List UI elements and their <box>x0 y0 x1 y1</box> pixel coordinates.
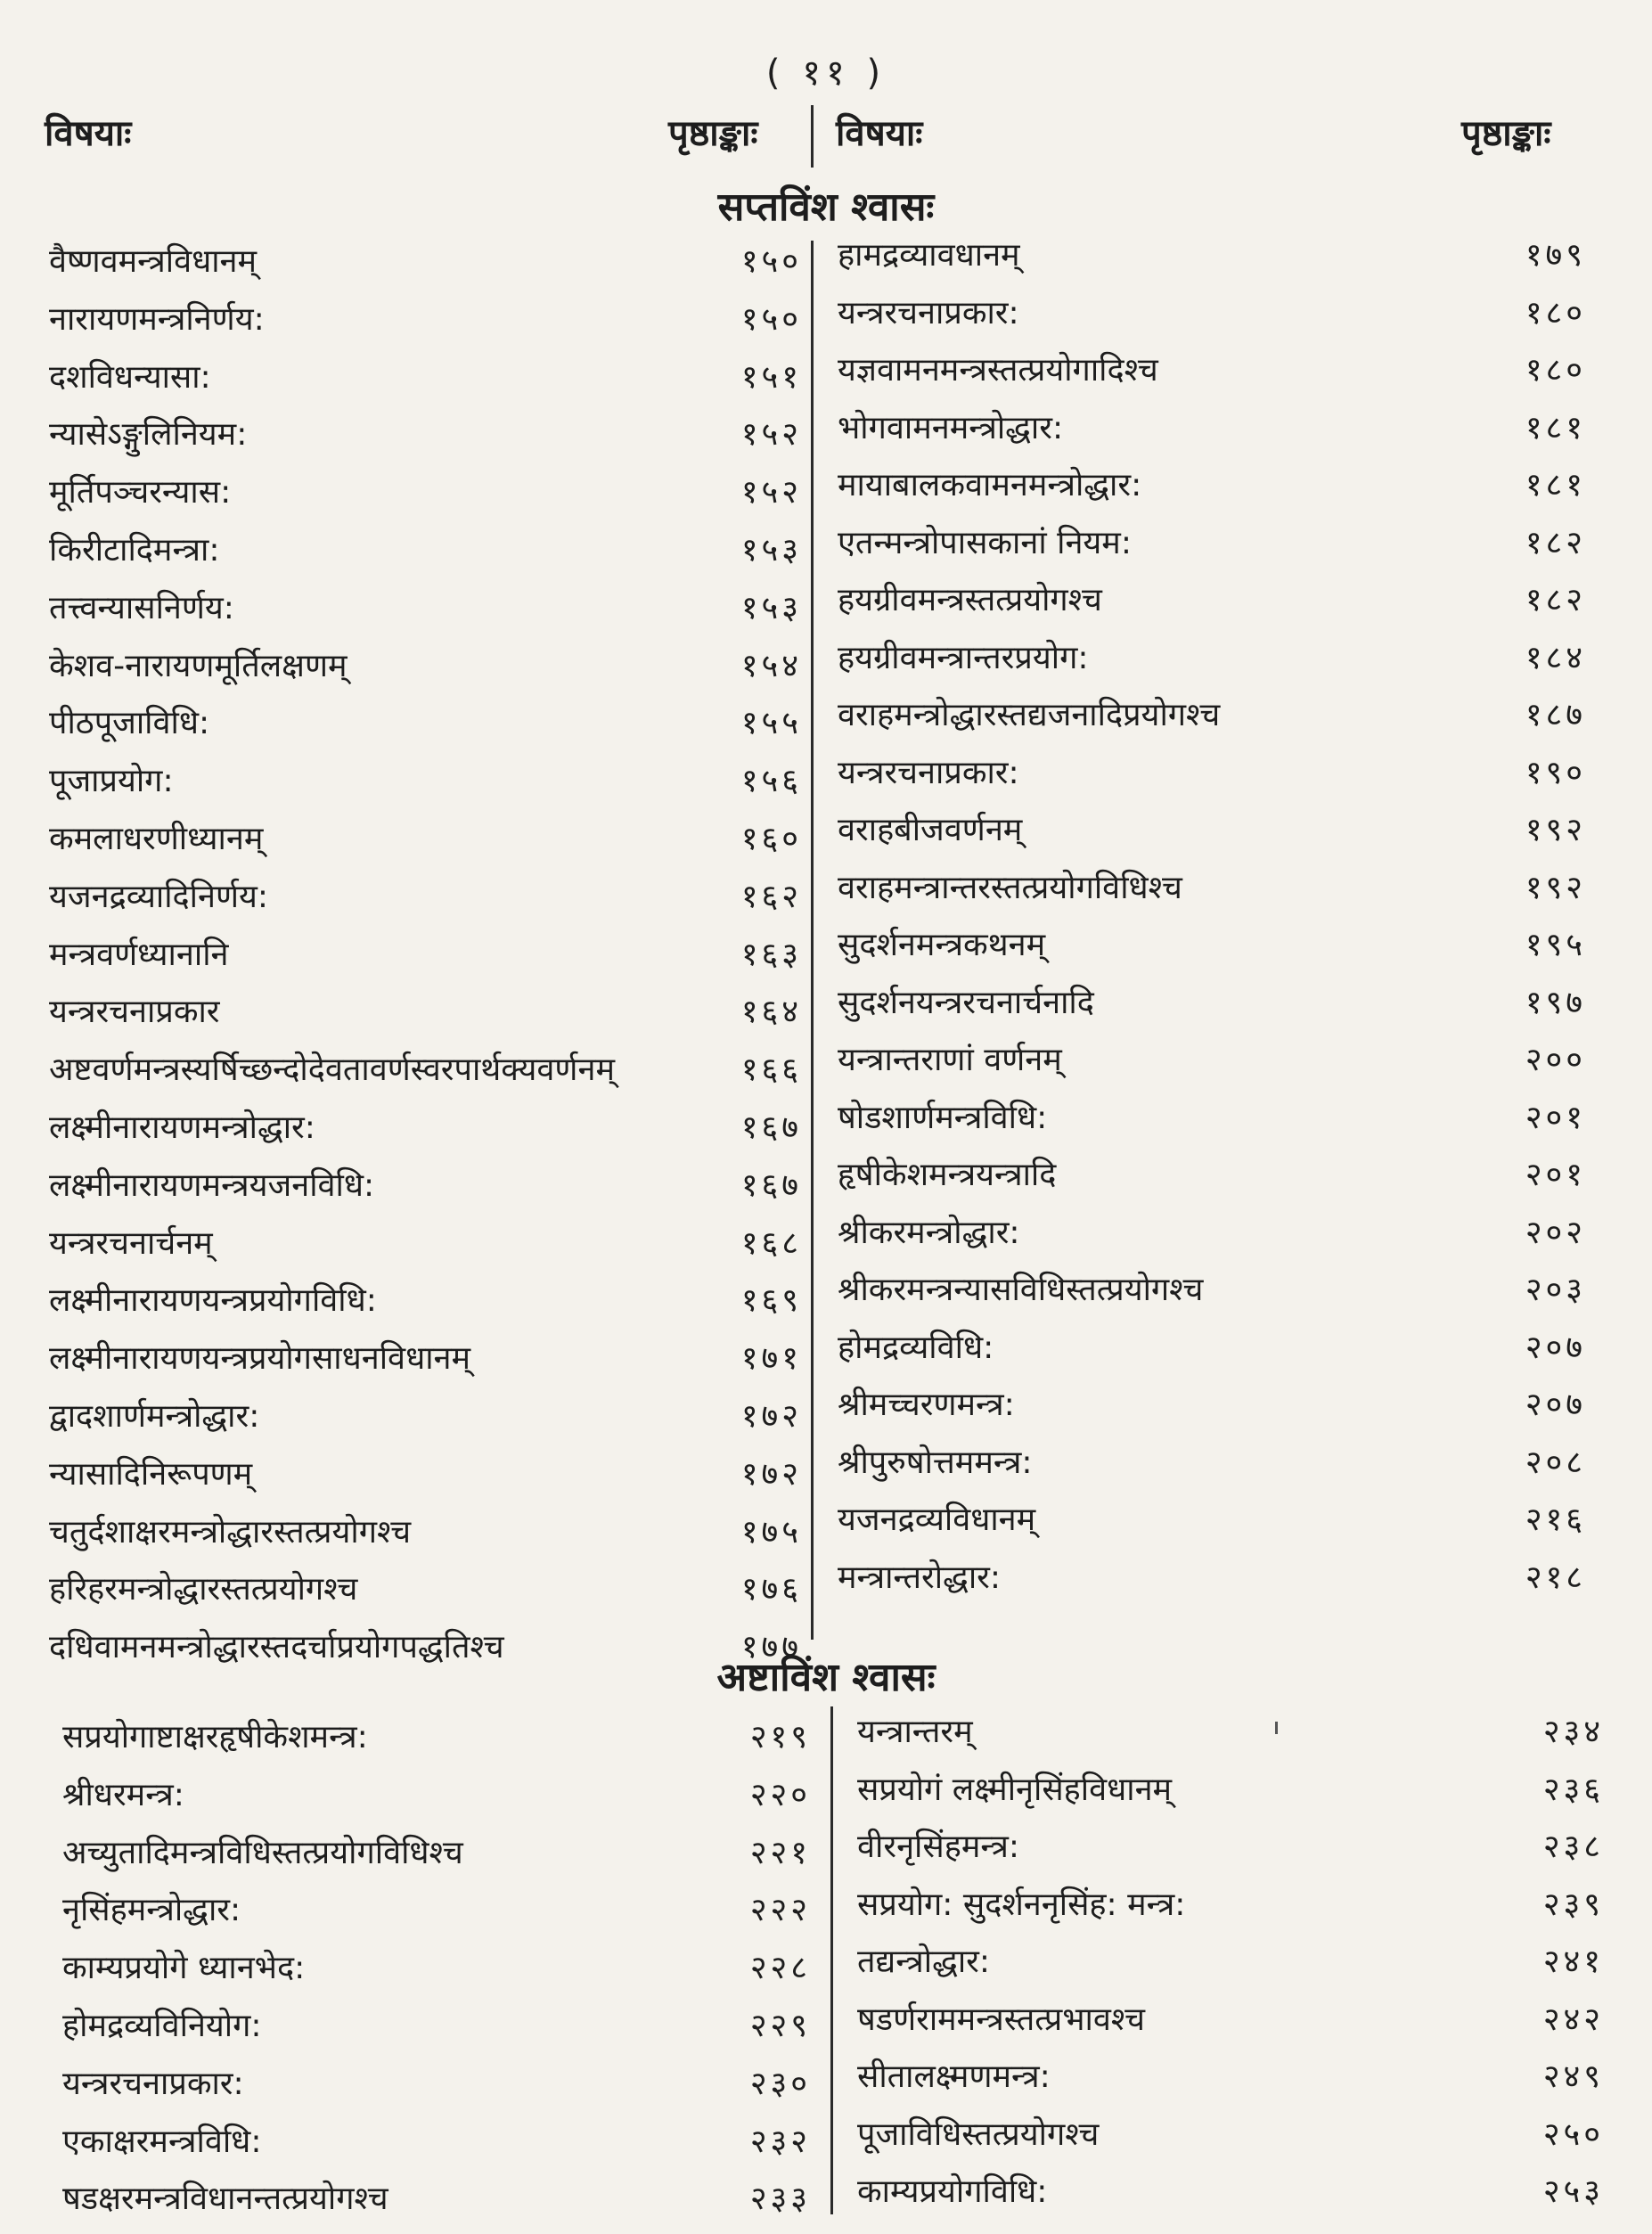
entry-page-number: २१८ <box>1525 1559 1586 1596</box>
entry-page-number: १९२ <box>1525 812 1586 848</box>
entry-page-number: २०७ <box>1525 1387 1586 1423</box>
entry-page-number: २१६ <box>1525 1502 1586 1538</box>
entry-title: वीरनृसिंहमन्त्र: <box>857 1829 1020 1865</box>
section-2-left-column <box>62 1709 811 2229</box>
entry-title: यन्त्ररचनाप्रकार <box>49 994 220 1031</box>
toc-entry <box>838 1032 1586 1090</box>
entry-title: यजनद्रव्यविधानम् <box>838 1502 1036 1538</box>
entry-title: न्यासेऽङ्गुलिनियम: <box>49 416 248 454</box>
entry-title: यन्त्ररचनाप्रकार: <box>62 2065 244 2102</box>
toc-entry <box>838 515 1586 573</box>
entry-title: द्वादशार्णमन्त्रोद्धार: <box>49 1397 260 1435</box>
entry-title: चतुर्दशाक्षरमन्त्रोद्धारस्तत्प्रयोगश्च <box>49 1513 412 1551</box>
entry-page-number: १८२ <box>1525 582 1586 618</box>
section-1-right-column <box>838 227 1586 1607</box>
section-2-divider <box>830 1706 833 2214</box>
page-number: ( ११ ) <box>765 53 887 94</box>
entry-title: अच्युतादिमन्त्रविधिस्तत्प्रयोगविधिश्च <box>62 1834 463 1871</box>
toc-entry <box>62 2056 811 2114</box>
entry-title: होमद्रव्यविनियोग: <box>62 2007 262 2044</box>
entry-title: हयग्रीवमन्त्रान्तरप्रयोग: <box>838 639 1089 676</box>
section-title-27: सप्तविंश श्वासः <box>717 184 935 230</box>
entry-page-number: १८० <box>1525 294 1586 331</box>
section-title-28: अष्टाविंश श्वासः <box>716 1655 936 1700</box>
entry-title: हृषीकेशमन्त्रयन्त्रादि <box>838 1157 1057 1193</box>
entry-page-number: १७६ <box>740 1571 802 1608</box>
entry-title: श्रीमच्चरणमन्त्र: <box>838 1387 1015 1423</box>
entry-title: लक्ष्मीनारायणमन्त्रोद्धार: <box>49 1109 315 1146</box>
entry-title: यन्त्रान्तराणां वर्णनम् <box>838 1042 1062 1078</box>
toc-entry <box>49 811 802 869</box>
section-1-divider <box>811 241 814 1640</box>
header-subject-right: विषयाः <box>836 113 923 154</box>
toc-entry <box>838 342 1586 400</box>
entry-title: लक्ष्मीनारायणयन्त्रप्रयोगसाधनविधानम् <box>49 1340 471 1378</box>
entry-page-number: २५३ <box>1542 2173 1604 2210</box>
entry-title: श्रीकरमन्त्रन्यासविधिस्तत्प्रयोगश्च <box>838 1272 1204 1308</box>
toc-entry <box>49 522 802 580</box>
toc-entry <box>49 233 802 291</box>
entry-page-number: १७२ <box>740 1397 802 1435</box>
toc-entry <box>49 869 802 927</box>
entry-page-number: २३० <box>749 2065 811 2102</box>
entry-page-number: १५६ <box>740 763 802 800</box>
toc-entry <box>838 802 1586 860</box>
entry-title: सप्रयोगाष्टाक्षरहृषीकेशमन्त्र: <box>62 1719 368 1755</box>
entry-title: केशव-नारायणमूर्तिलक्षणम् <box>49 647 348 684</box>
entry-title: पूजाविधिस्तत्प्रयोगश्च <box>857 2115 1100 2153</box>
entry-title: सुदर्शनयन्त्ररचनार्चनादि <box>838 984 1094 1021</box>
entry-title: एतन्मन्त्रोपासकानां नियम: <box>838 524 1132 561</box>
entry-title: काम्यप्रयोगविधि: <box>857 2173 1048 2210</box>
toc-entry <box>838 1262 1586 1320</box>
entry-page-number: १६७ <box>740 1166 802 1204</box>
entry-page-number: १८२ <box>1525 524 1586 561</box>
entry-page-number: १५२ <box>740 416 802 454</box>
entry-page-number: १६० <box>740 820 802 857</box>
entry-title: यज्ञवामनमन्त्रस्तत्प्रयोगादिश्च <box>838 352 1158 389</box>
toc-entry <box>49 1446 802 1504</box>
toc-entry <box>838 1320 1586 1378</box>
entry-page-number: २३४ <box>1542 1714 1604 1750</box>
entry-title: हामद्रव्यावधानम् <box>838 237 1020 274</box>
toc-entry <box>857 1704 1604 1762</box>
entry-page-number: १६९ <box>740 1282 802 1320</box>
entry-page-number: १९० <box>1525 754 1586 791</box>
toc-entry <box>838 975 1586 1033</box>
entry-title: यन्त्रान्तरम् <box>857 1714 973 1750</box>
entry-title: सीतालक्ष्मणमन्त्र: <box>857 2058 1051 2095</box>
entry-title: वैष्णवमन्त्रविधानम् <box>49 243 258 280</box>
toc-entry <box>49 406 802 464</box>
entry-title: मन्त्रान्तरोद्धार: <box>838 1559 1002 1596</box>
entry-title: षडक्षरमन्त्रविधानन्तत्प्रयोगश्च <box>62 2181 388 2218</box>
entry-title: यन्त्ररचनार्चनम् <box>49 1224 213 1262</box>
entry-title: तद्यन्त्रोद्धार: <box>857 1943 991 1980</box>
entry-page-number: १५५ <box>740 705 802 742</box>
entry-title: वराहमन्त्रान्तरस्तत्प्रयोगविधिश्च <box>838 869 1182 906</box>
entry-page-number: १७१ <box>740 1340 802 1378</box>
entry-page-number: १९२ <box>1525 869 1586 906</box>
toc-entry <box>838 917 1586 975</box>
entry-page-number: १९५ <box>1525 927 1586 963</box>
entry-title: कमलाधरणीध्यानम् <box>49 820 264 857</box>
toc-entry <box>838 1090 1586 1148</box>
entry-page-number: २४१ <box>1542 1943 1604 1980</box>
toc-entry <box>838 1550 1586 1608</box>
toc-entry <box>838 227 1586 285</box>
entry-page-number: १५३ <box>740 589 802 626</box>
toc-entry <box>62 2171 811 2229</box>
entry-page-number: १५१ <box>740 358 802 396</box>
toc-entry <box>49 927 802 985</box>
entry-title: लक्ष्मीनारायणमन्त्रयजनविधि: <box>49 1166 375 1204</box>
section-2-right-column <box>857 1704 1604 2222</box>
entry-title: सुदर्शनमन्त्रकथनम् <box>838 927 1046 963</box>
entry-title: यन्त्ररचनाप्रकार: <box>838 754 1019 791</box>
entry-page-number: १५४ <box>740 647 802 684</box>
entry-page-number: २०१ <box>1525 1157 1586 1193</box>
entry-title: दशविधन्यासा: <box>49 358 211 396</box>
toc-entry <box>49 1388 802 1446</box>
entry-title: श्रीपुरुषोत्तममन्त्र: <box>838 1444 1033 1481</box>
entry-title: षोडशार्णमन्त्रविधि: <box>838 1099 1048 1136</box>
toc-entry <box>49 1330 802 1388</box>
toc-entry <box>857 1877 1604 1935</box>
toc-entry <box>49 1504 802 1562</box>
entry-page-number: २०८ <box>1525 1444 1586 1481</box>
entry-page-number: २०७ <box>1525 1329 1586 1366</box>
toc-entry <box>857 2107 1604 2164</box>
entry-title: किरीटादिमन्त्रा: <box>49 531 220 569</box>
entry-page-number: २२२ <box>749 1892 811 1929</box>
toc-entry <box>62 1882 811 1940</box>
toc-entry <box>49 1158 802 1215</box>
entry-page-number: १७९ <box>1525 237 1586 274</box>
entry-title: दधिवामनमन्त्रोद्धारस्तदर्चाप्रयोगपद्धतिश्च <box>49 1629 504 1666</box>
entry-page-number: २२० <box>749 1776 811 1813</box>
entry-page-number: १७२ <box>740 1455 802 1493</box>
entry-title: मायाबालकवामनमन्त्रोद्धार: <box>838 467 1142 503</box>
toc-entry <box>49 1561 802 1619</box>
entry-title: यन्त्ररचनाप्रकार: <box>838 294 1019 331</box>
stray-mark <box>1275 1722 1278 1734</box>
entry-title: सप्रयोगं लक्ष्मीनृसिंहविधानम् <box>857 1771 1173 1808</box>
entry-title: वराहमन्त्रोद्धारस्तद्यजनादिप्रयोगश्च <box>838 697 1221 733</box>
toc-entry <box>49 1272 802 1330</box>
toc-entry <box>857 1819 1604 1877</box>
toc-entry <box>62 1825 811 1883</box>
entry-title: मन्त्रवर्णध्यानानि <box>49 936 229 973</box>
toc-entry <box>62 1940 811 1998</box>
toc-entry <box>62 1709 811 1767</box>
toc-entry <box>838 1205 1586 1263</box>
entry-title: सप्रयोग: सुदर्शननृसिंह: मन्त्र: <box>857 1886 1186 1923</box>
entry-title: होमद्रव्यविधि: <box>838 1329 994 1366</box>
entry-title: नारायणमन्त्रनिर्णय: <box>49 300 265 338</box>
entry-page-number: १५२ <box>740 474 802 511</box>
toc-entry <box>838 285 1586 343</box>
entry-page-number: २५० <box>1542 2115 1604 2153</box>
entry-page-number: १६८ <box>740 1224 802 1262</box>
entry-page-number: १८४ <box>1525 639 1586 676</box>
entry-page-number: २४२ <box>1542 2001 1604 2038</box>
toc-entry <box>49 984 802 1042</box>
toc-entry <box>49 753 802 811</box>
entry-page-number: १८० <box>1525 352 1586 389</box>
toc-entry <box>49 1042 802 1100</box>
toc-entry <box>49 464 802 522</box>
header-subject-left: विषयाः <box>45 113 132 154</box>
toc-entry <box>838 400 1586 458</box>
toc-entry <box>838 1377 1586 1435</box>
entry-page-number: २०२ <box>1525 1214 1586 1251</box>
toc-entry <box>838 572 1586 630</box>
entry-page-number: १९७ <box>1525 984 1586 1021</box>
toc-entry <box>49 695 802 753</box>
toc-entry <box>49 580 802 638</box>
entry-title: न्यासादिनिरूपणम् <box>49 1455 253 1493</box>
entry-title: काम्यप्रयोगे ध्यानभेद: <box>62 1950 306 1987</box>
entry-page-number: २०१ <box>1525 1099 1586 1136</box>
toc-entry <box>49 349 802 407</box>
entry-page-number: २३३ <box>749 2181 811 2218</box>
toc-entry <box>838 860 1586 918</box>
toc-entry <box>49 1215 802 1273</box>
entry-title: एकाक्षरमन्त्रविधि: <box>62 2123 262 2160</box>
toc-entry <box>857 1934 1604 1992</box>
entry-title: पूजाप्रयोग: <box>49 763 174 800</box>
entry-page-number: २३९ <box>1542 1886 1604 1923</box>
entry-page-number: २४९ <box>1542 2058 1604 2095</box>
entry-page-number: २२१ <box>749 1834 811 1871</box>
entry-title: हयग्रीवमन्त्रस्तत्प्रयोगश्च <box>838 582 1102 618</box>
entry-page-number: २२८ <box>749 1950 811 1987</box>
toc-entry <box>62 2114 811 2172</box>
toc-entry <box>838 1492 1586 1550</box>
entry-page-number: १७७ <box>740 1629 802 1666</box>
entry-title: श्रीधरमन्त्र: <box>62 1776 184 1813</box>
entry-page-number: २१९ <box>749 1719 811 1755</box>
entry-page-number: २३८ <box>1542 1829 1604 1865</box>
entry-title: पीठपूजाविधि: <box>49 705 210 742</box>
entry-page-number: १७५ <box>740 1513 802 1551</box>
toc-entry <box>49 1100 802 1158</box>
entry-page-number: २०० <box>1525 1042 1586 1078</box>
entry-page-number: १६२ <box>740 878 802 915</box>
section-1-left-column <box>49 233 802 1677</box>
header-page-right: पृष्ठाङ्काः <box>1461 113 1551 154</box>
entry-title: षडर्णराममन्त्रस्तत्प्रभावश्च <box>857 2001 1146 2038</box>
toc-entry <box>62 1998 811 2056</box>
toc-entry <box>49 638 802 696</box>
entry-page-number: १८१ <box>1525 409 1586 446</box>
toc-entry <box>838 745 1586 803</box>
header-divider <box>811 105 814 168</box>
toc-entry <box>49 291 802 349</box>
entry-page-number: २२९ <box>749 2007 811 2044</box>
toc-entry <box>857 1762 1604 1820</box>
toc-entry <box>857 2164 1604 2222</box>
entry-page-number: १८७ <box>1525 697 1586 733</box>
entry-page-number: १६७ <box>740 1109 802 1146</box>
entry-page-number: १५० <box>740 300 802 338</box>
toc-entry <box>838 1147 1586 1205</box>
toc-entry <box>838 687 1586 745</box>
entry-title: लक्ष्मीनारायणयन्त्रप्रयोगविधि: <box>49 1282 377 1320</box>
entry-page-number: १६४ <box>740 994 802 1031</box>
entry-title: अष्टवर्णमन्त्रस्यर्षिच्छन्दोदेवतावर्णस्वरपार्थक्यवर्णनम् <box>49 1052 615 1089</box>
entry-title: मूर्तिपञ्चरन्यास: <box>49 474 232 511</box>
entry-page-number: १५० <box>740 243 802 280</box>
entry-page-number: २३६ <box>1542 1771 1604 1808</box>
toc-entry <box>62 1767 811 1825</box>
entry-title: श्रीकरमन्त्रोद्धार: <box>838 1214 1020 1251</box>
entry-page-number: १६३ <box>740 936 802 973</box>
entry-title: नृसिंहमन्त्रोद्धार: <box>62 1892 241 1929</box>
entry-page-number: १५३ <box>740 531 802 569</box>
entry-page-number: २३२ <box>749 2123 811 2160</box>
entry-title: भोगवामनमन्त्रोद्धार: <box>838 409 1064 446</box>
entry-page-number: १६६ <box>740 1052 802 1089</box>
header-page-left: पृष्ठाङ्काः <box>668 113 758 154</box>
entry-page-number: १८१ <box>1525 467 1586 503</box>
entry-title: हरिहरमन्त्रोद्धारस्तत्प्रयोगश्च <box>49 1571 358 1608</box>
entry-title: वराहबीजवर्णनम् <box>838 812 1023 848</box>
entry-title: तत्त्वन्यासनिर्णय: <box>49 589 234 626</box>
entry-page-number: २०३ <box>1525 1272 1586 1308</box>
toc-entry <box>857 1992 1604 2050</box>
toc-entry <box>857 2049 1604 2107</box>
toc-entry <box>838 457 1586 515</box>
entry-title: यजनद्रव्यादिनिर्णय: <box>49 878 268 915</box>
toc-entry <box>838 630 1586 688</box>
toc-entry <box>838 1435 1586 1493</box>
